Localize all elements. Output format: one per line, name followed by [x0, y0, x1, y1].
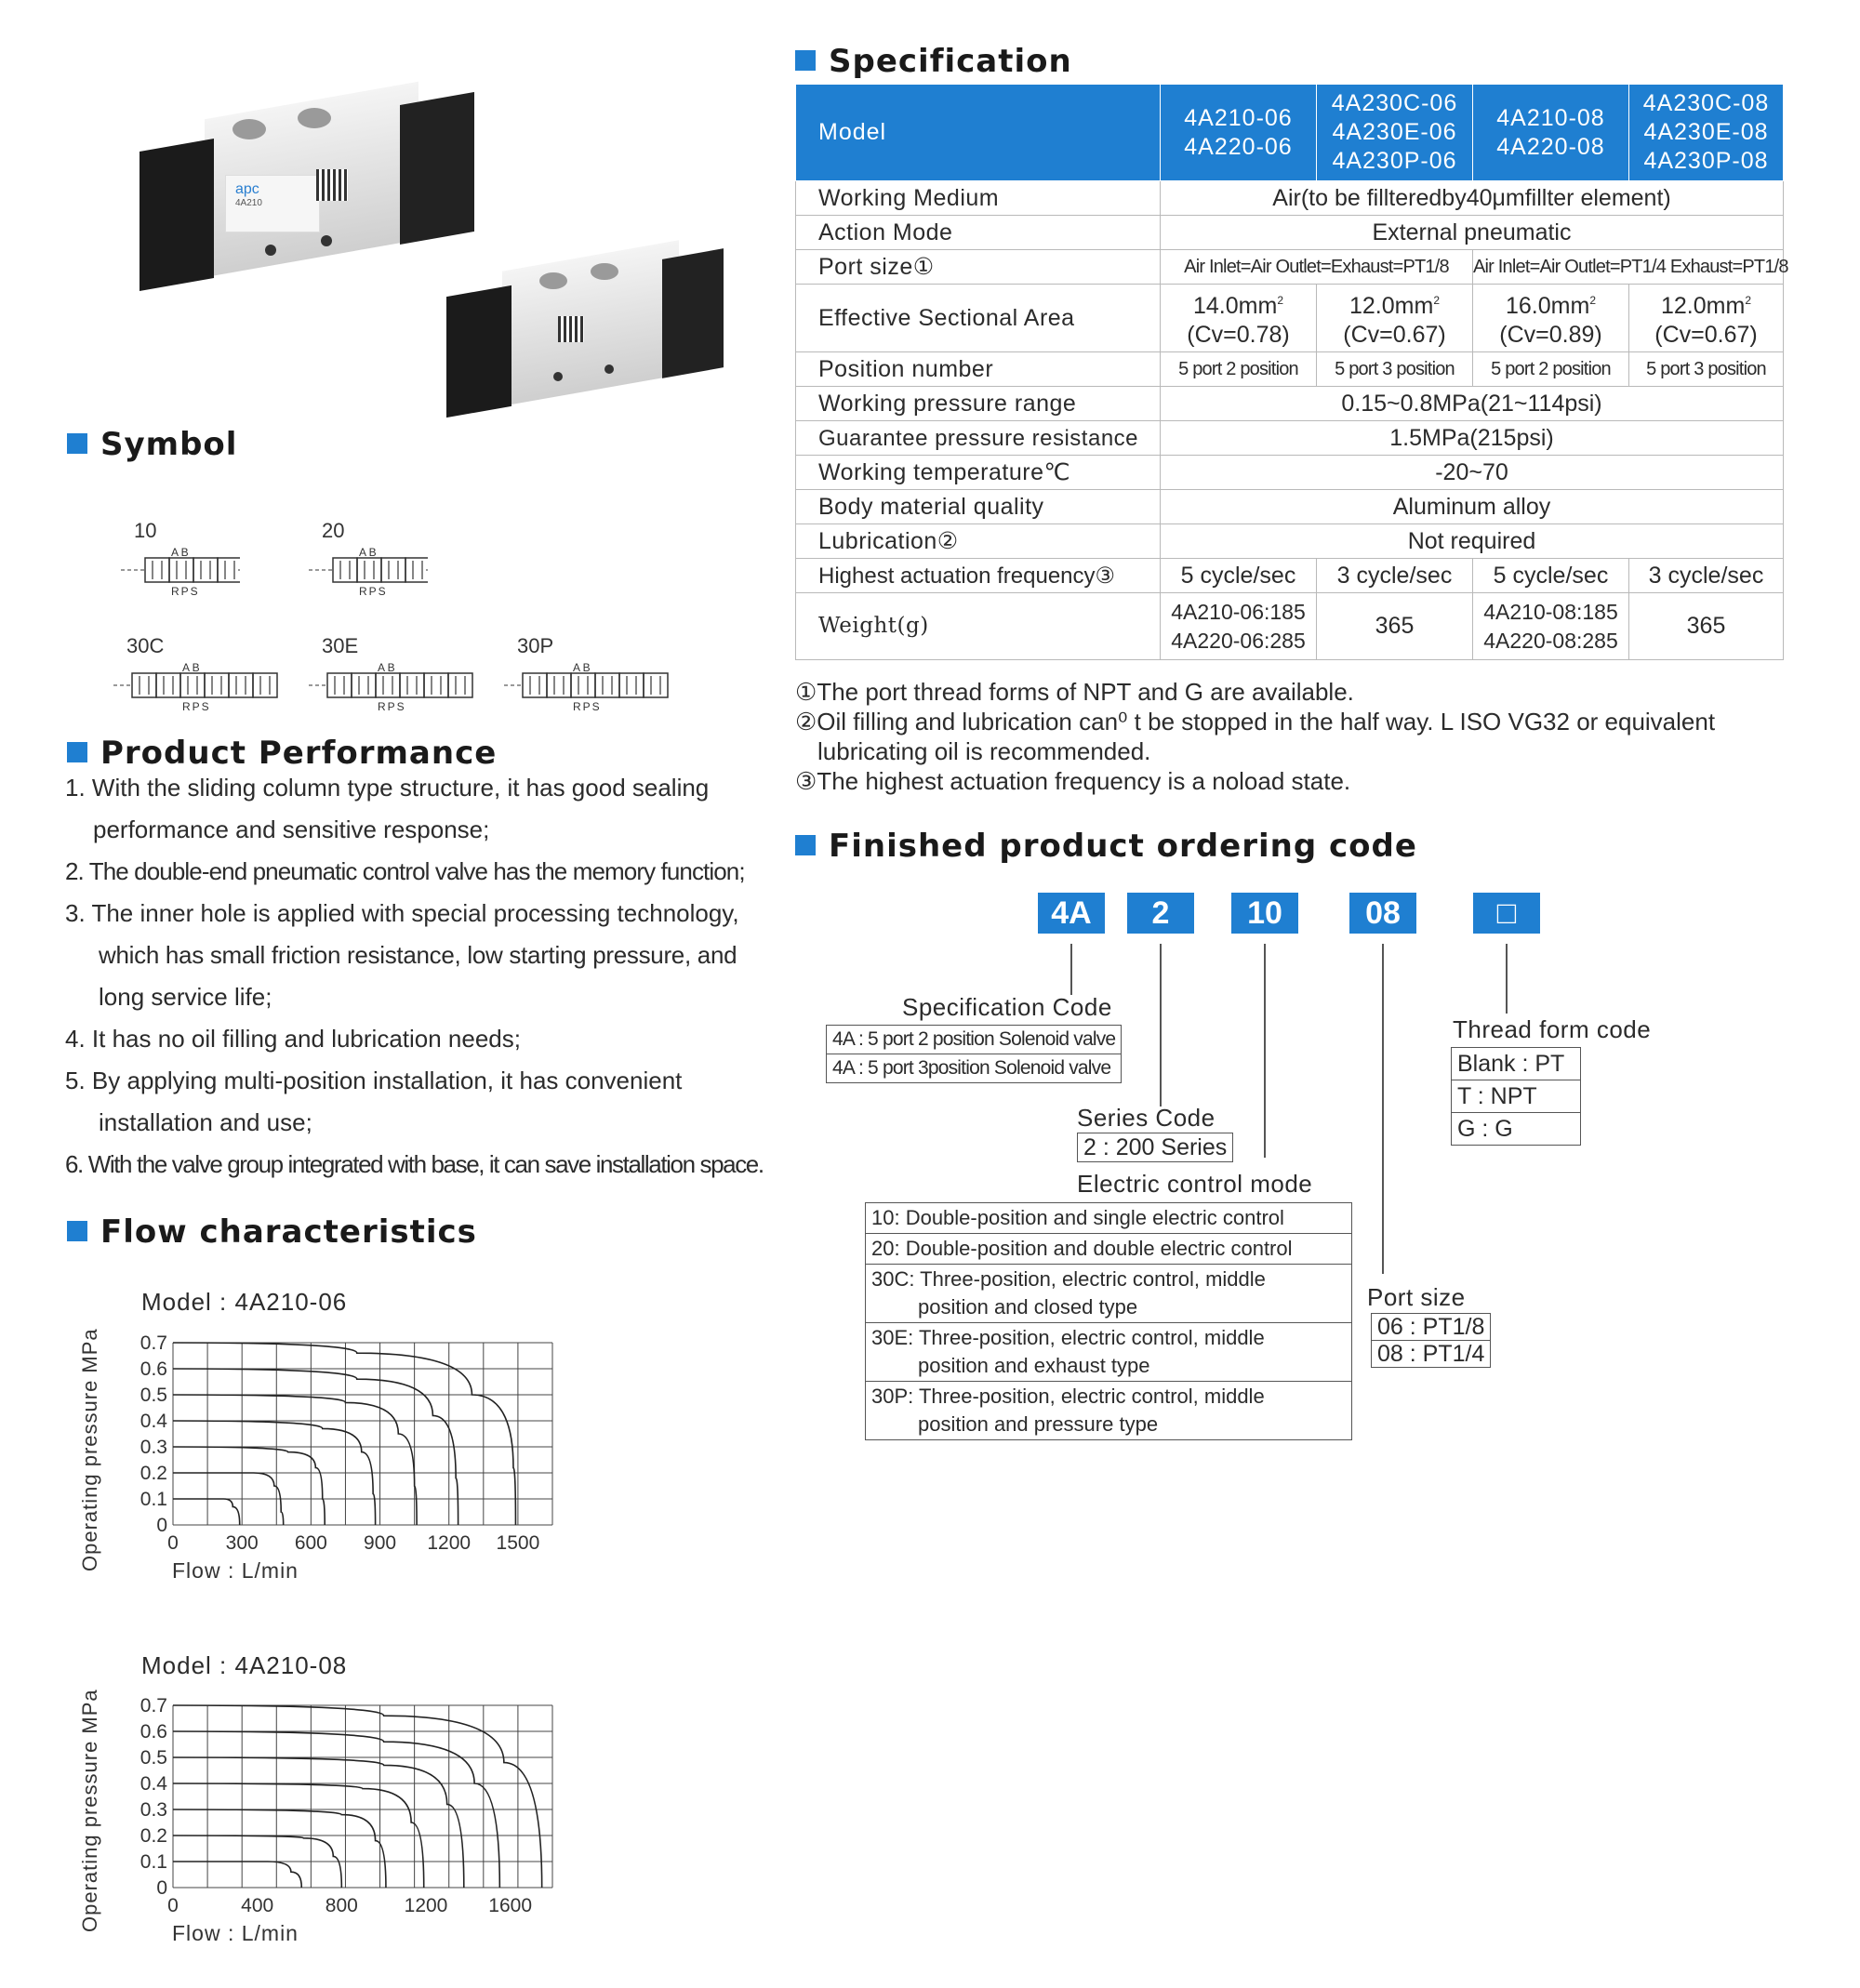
series-line-0.3 — [173, 1809, 386, 1888]
valve-cell — [218, 558, 240, 582]
valve-cell — [156, 673, 180, 697]
valve-symbol-20 — [307, 543, 428, 608]
spec-table — [795, 84, 1788, 660]
note-2: ②Oil filling and lubrication can⁰ t be stopped in the half way. L ISO VG32 or equivalent — [795, 708, 1716, 736]
electric-mode-table — [865, 1202, 1352, 1440]
valve-cell — [352, 673, 376, 697]
note-2-continued: lubricating oil is recommended. — [817, 737, 1151, 765]
header-col-4: 4A230C-08 4A230E-08 4A230P-08 — [1629, 85, 1784, 181]
table-row: Guarantee pressure resistance 1.5MPa(215psi) — [796, 421, 1784, 456]
port-label-bottom: RPS — [378, 700, 406, 713]
connector-line — [1160, 944, 1162, 1107]
table-row: Working Medium Air(to be fillteredby40μmfillter element) — [796, 181, 1784, 216]
valve-symbol-30E — [307, 658, 474, 723]
header-model: Model — [796, 85, 1161, 181]
connector-line — [1264, 944, 1266, 1158]
chart-1-xlabel: Flow : L/min — [172, 1558, 299, 1583]
valve-cell — [327, 673, 352, 697]
valve-cell — [253, 673, 277, 697]
chart-2-model: Model : 4A210-08 — [141, 1651, 348, 1679]
valve-cell — [448, 673, 472, 697]
valve-cell — [644, 673, 668, 697]
y-tick-label: 0.2 — [140, 1825, 167, 1847]
port-opening-icon — [298, 108, 331, 128]
header-col-2: 4A230C-06 4A230E-06 4A230P-06 — [1317, 85, 1473, 181]
series-line-0.1 — [173, 1499, 240, 1525]
list-item: 5. By applying multi-position installation, it has convenient — [65, 1067, 683, 1094]
x-tick-label: 0 — [167, 1532, 179, 1554]
port-label-bottom: RPS — [359, 585, 388, 598]
header-col-3: 4A210-08 4A220-08 — [1473, 85, 1629, 181]
port-opening-icon — [232, 119, 266, 139]
electric-mode-row: 10: Double-position and single electric control — [866, 1203, 1352, 1234]
symbol-label-30C: 30C — [126, 634, 165, 657]
flow-section-title: Flow characteristics — [67, 1213, 477, 1251]
y-tick-label: 0.4 — [140, 1411, 167, 1432]
thread-code-title: Thread form code — [1453, 1015, 1652, 1043]
series-line-0.5 — [173, 1757, 464, 1888]
symbol-label-20: 20 — [322, 519, 345, 542]
valve-cell — [619, 673, 644, 697]
list-item-continued: long service life; — [99, 983, 272, 1011]
port-label-top: A B — [182, 661, 200, 674]
port-label-top: A B — [171, 546, 189, 559]
note-1: ①The port thread forms of NPT and G are available. — [795, 678, 1354, 706]
y-tick-label: 0.2 — [140, 1463, 167, 1484]
list-item-continued: installation and use; — [99, 1108, 312, 1136]
chart-2-ylabel: Operating pressure MPa — [78, 1689, 101, 1932]
valve-cell — [381, 558, 405, 582]
table-row: Working temperature℃ -20~70 — [796, 456, 1784, 490]
y-tick-label: 0.6 — [140, 1721, 167, 1743]
port-hole-icon — [553, 372, 563, 381]
spec-notes — [795, 677, 1837, 796]
valve-symbol-30C — [112, 658, 279, 723]
thread-code-table — [1451, 1047, 1581, 1146]
valve-cell — [357, 558, 381, 582]
y-tick-label: 0.3 — [140, 1437, 167, 1458]
series-line-0.7 — [173, 1705, 542, 1888]
valve-cell — [132, 673, 156, 697]
ordering-section-title: Finished product ordering code — [795, 828, 1417, 865]
table-row: Lubrication② Not required — [796, 524, 1784, 559]
chart-2-xlabel: Flow : L/min — [172, 1921, 299, 1945]
brand-logo: apc — [235, 181, 259, 197]
list-item: 2. The double-end pneumatic control valve has the memory function; — [65, 857, 745, 885]
valve-cell — [145, 558, 169, 582]
x-tick-label: 0 — [167, 1895, 179, 1916]
x-tick-label: 800 — [325, 1895, 358, 1916]
table-row: Position number 5 port 2 position 5 port 3 position 5 port 2 position 5 port 3 position — [796, 352, 1784, 387]
y-tick-label: 0.7 — [140, 1332, 167, 1354]
table-row: Action Mode External pneumatic — [796, 216, 1784, 250]
valve-cell — [333, 558, 357, 582]
port-size-table — [1371, 1313, 1491, 1368]
code-box-spec: 4A — [1038, 893, 1105, 934]
port-label-top: A B — [359, 546, 377, 559]
table-row: Highest actuation frequency③ 5 cycle/sec 3 cycle/sec 5 cycle/sec 3 cycle/sec — [796, 559, 1784, 593]
electric-mode-title: Electric control mode — [1077, 1170, 1313, 1198]
y-tick-label: 0 — [156, 1515, 167, 1536]
connector-line — [1506, 944, 1508, 1014]
y-tick-label: 0.5 — [140, 1385, 167, 1406]
valve-cell — [376, 673, 400, 697]
header-col-1: 4A210-06 4A220-06 — [1161, 85, 1317, 181]
port-label-top: A B — [573, 661, 591, 674]
electric-mode-row: 30E: Three-position, electric control, middle position and exhaust type — [866, 1323, 1352, 1382]
spec-code-table — [826, 1025, 1122, 1083]
valve-cell — [523, 673, 547, 697]
series-code-table — [1077, 1133, 1233, 1162]
electric-mode-row: 30C: Three-position, electric control, middle position and closed type — [866, 1265, 1352, 1323]
table-row: Weight(g) 4A210-06:185 4A220-06:285 365 4A210-08:185 4A220-08:285 365 — [796, 593, 1784, 660]
thread-code-row: G : G — [1452, 1113, 1581, 1146]
valve-cell — [193, 558, 218, 582]
symbol-section-title: Symbol — [67, 426, 237, 463]
valve-cell — [547, 673, 571, 697]
performance-list — [65, 767, 772, 1186]
thread-code-row: Blank : PT — [1452, 1048, 1581, 1080]
port-size-row: 06 : PT1/8 — [1372, 1314, 1491, 1341]
valve-symbol-30P — [502, 658, 670, 723]
table-row: Effective Sectional Area $14.0mm^2$ (Cv=0.78) $12.0mm^2$ (Cv=0.67) $16.0mm^2$ (Cv=0.89) $12.0mm^2$ (Cv=0.67) — [796, 285, 1784, 352]
port-hole-icon — [265, 245, 276, 256]
x-tick-label: 1600 — [488, 1895, 533, 1916]
qr-code-icon — [558, 316, 584, 342]
series-code-title: Series Code — [1077, 1104, 1216, 1132]
chart-1 — [121, 1330, 567, 1581]
product-image-small — [446, 246, 725, 418]
port-size-row: 08 : PT1/4 — [1372, 1341, 1491, 1368]
note-3: ③The highest actuation frequency is a noload state. — [795, 767, 1351, 795]
spec-code-row: 4A : 5 port 2 position Solenoid valve — [827, 1026, 1122, 1054]
product-image-large — [140, 91, 484, 286]
symbol-label-10: 10 — [134, 519, 157, 542]
y-tick-label: 0 — [156, 1877, 167, 1899]
spec-code-row: 4A : 5 port 3position Solenoid valve — [827, 1054, 1122, 1083]
y-tick-label: 0.3 — [140, 1799, 167, 1821]
table-row: Body material quality Aluminum alloy — [796, 490, 1784, 524]
y-tick-label: 0.1 — [140, 1851, 167, 1873]
chart-1-model: Model : 4A210-06 — [141, 1288, 348, 1316]
port-opening-icon — [591, 263, 618, 280]
valve-cell — [169, 558, 193, 582]
port-label-bottom: RPS — [573, 700, 602, 713]
code-box-control: 10 — [1231, 893, 1298, 934]
series-code-row: 2 : 200 Series — [1078, 1133, 1233, 1162]
port-opening-icon — [539, 272, 567, 289]
spec-section-title: Specification — [795, 43, 1072, 80]
model-label: 4A210 — [235, 198, 262, 208]
series-line-0.3 — [173, 1447, 325, 1525]
x-tick-label: 1200 — [404, 1895, 448, 1916]
spec-code-title: Specification Code — [902, 993, 1112, 1021]
x-tick-label: 400 — [241, 1895, 274, 1916]
electric-mode-row: 20: Double-position and double electric control — [866, 1234, 1352, 1265]
chart-2 — [121, 1692, 567, 1943]
valve-cell — [180, 673, 205, 697]
valve-cell — [205, 673, 229, 697]
x-tick-label: 1500 — [496, 1532, 540, 1554]
y-tick-label: 0.4 — [140, 1773, 167, 1795]
connector-line — [1070, 944, 1072, 995]
code-box-port: 08 — [1349, 893, 1416, 934]
table-row: Working pressure range 0.15~0.8MPa(21~114psi) — [796, 387, 1784, 421]
y-tick-label: 0.5 — [140, 1747, 167, 1769]
list-item: 4. It has no oil filling and lubrication needs; — [65, 1025, 521, 1053]
port-hole-icon — [321, 235, 332, 246]
list-item: 3. The inner hole is applied with special processing technology, — [65, 899, 739, 927]
port-label-bottom: RPS — [182, 700, 211, 713]
qr-code-icon — [316, 169, 348, 201]
valve-cell — [424, 673, 448, 697]
thread-code-row: T : NPT — [1452, 1080, 1581, 1113]
connector-line — [1382, 944, 1384, 1274]
list-item-continued: performance and sensitive response; — [93, 815, 490, 843]
port-size-title: Port size — [1367, 1283, 1466, 1311]
table-header-row — [796, 85, 1784, 181]
list-item-continued: which has small friction resistance, low starting pressure, and — [99, 941, 737, 969]
valve-symbol-10 — [119, 543, 240, 608]
y-tick-label: 0.1 — [140, 1489, 167, 1510]
port-label-top: A B — [378, 661, 395, 674]
x-tick-label: 900 — [364, 1532, 397, 1554]
y-tick-label: 0.6 — [140, 1358, 167, 1380]
symbol-label-30P: 30P — [517, 634, 554, 657]
table-row: Port size① Air Inlet=Air Outlet=Exhaust=PT1/8 Air Inlet=Air Outlet=PT1/4 Exhaust=PT1/8 — [796, 250, 1784, 285]
electric-mode-row: 30P: Three-position, electric control, middle position and pressure type — [866, 1382, 1352, 1440]
y-tick-label: 0.7 — [140, 1695, 167, 1716]
x-tick-label: 600 — [294, 1532, 327, 1554]
series-line-0.7 — [173, 1343, 515, 1525]
code-box-series: 2 — [1127, 893, 1194, 934]
valve-cell — [400, 673, 424, 697]
symbol-label-30E: 30E — [322, 634, 359, 657]
list-item: 1. With the sliding column type structure, it has good sealing — [65, 774, 710, 802]
x-tick-label: 1200 — [427, 1532, 472, 1554]
series-line-0.1 — [173, 1862, 301, 1888]
valve-cell — [595, 673, 619, 697]
valve-cell — [229, 673, 253, 697]
code-box-thread: □ — [1473, 893, 1540, 934]
chart-1-ylabel: Operating pressure MPa — [78, 1328, 101, 1571]
performance-section-title: Product Performance — [67, 735, 497, 772]
x-tick-label: 300 — [225, 1532, 259, 1554]
port-hole-icon — [604, 364, 614, 374]
list-item: 6. With the valve group integrated with base, it can save installation space. — [65, 1150, 764, 1178]
port-label-bottom: RPS — [171, 585, 200, 598]
valve-cell — [571, 673, 595, 697]
valve-cell — [405, 558, 428, 582]
